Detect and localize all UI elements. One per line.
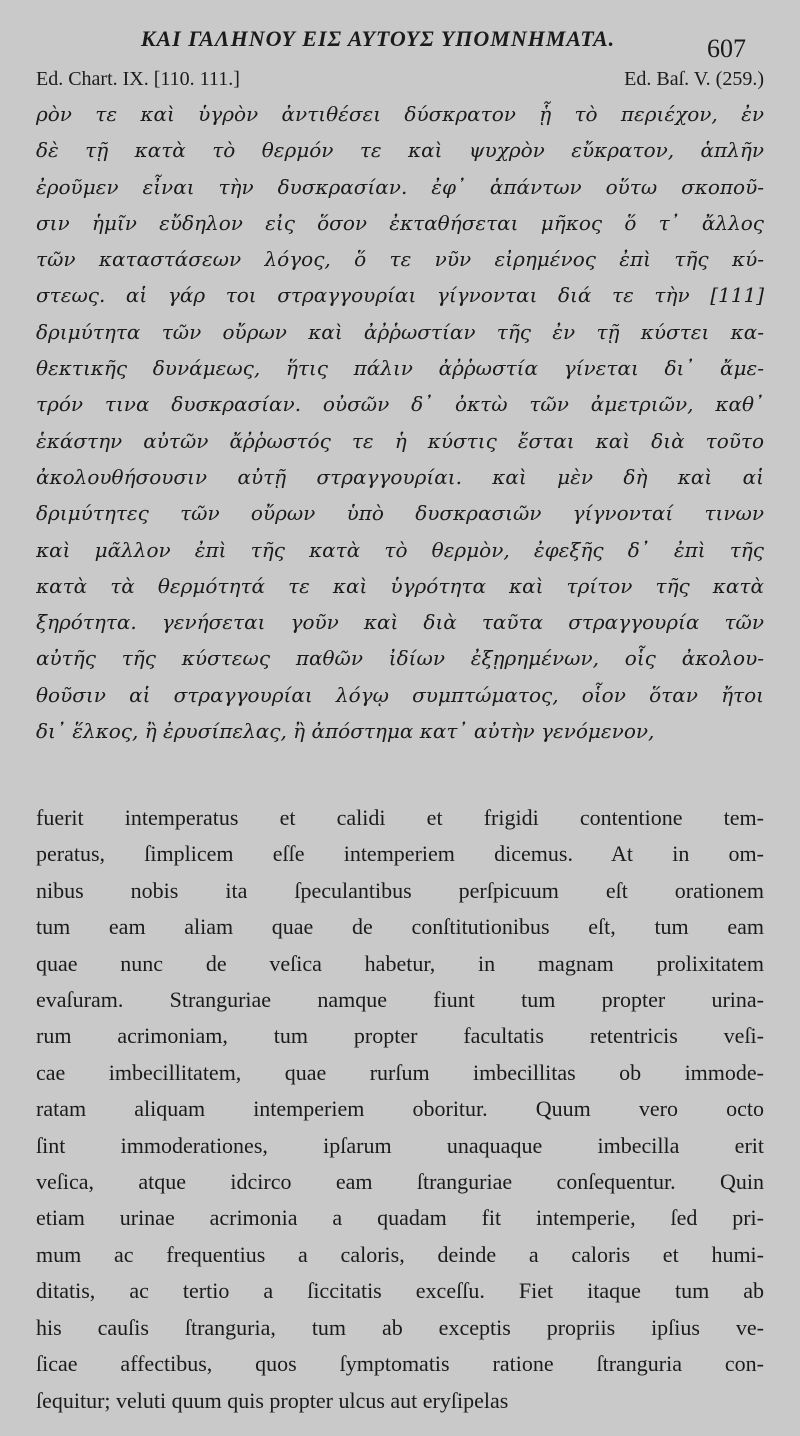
latin-text-line: tum eam aliam quae de conſtitutionibus eſt, tum eam <box>36 914 764 940</box>
latin-text-line: fuerit intemperatus et calidi et frigidi contentione tem- <box>36 805 764 830</box>
latin-text-line: mum ac frequentius a caloris, deinde a caloris et humi- <box>36 1241 764 1267</box>
greek-text-line: ρὸν τε καὶ ὑγρὸν ἀντιθέσει δύσκρατον ᾗ τὸ περιέχον, ἐν <box>36 102 764 126</box>
greek-text-line: στεως. αἱ γάρ τοι στραγγουρίαι γίγνονται διά τε τὴν [111] <box>36 283 764 308</box>
page-number: 607 <box>707 34 746 63</box>
latin-text-line: rum acrimoniam, tum propter facultatis retentricis veſi- <box>36 1023 764 1049</box>
greek-text-line: τῶν καταστάσεων λόγος, ὅ τε νῦν εἰρημένος ἐπὶ τῆς κύ- <box>36 247 764 272</box>
greek-text-line: δι᾽ ἕλκος, ἢ ἐρυσίπελας, ἢ ἀπόστημα κατ᾽ αὐτὴν γενόμενον, <box>36 719 655 744</box>
greek-text-line: ἀκολουθήσουσιν αὐτῇ στραγγουρίαι. καὶ μὲν δὴ καὶ αἱ <box>36 464 764 489</box>
greek-text-line: ἑκάστην αὐτῶν ἄῤῥωστός τε ἡ κύστις ἔσται καὶ διὰ τοῦτο <box>36 428 764 453</box>
latin-text-line: ditatis, ac tertio a ſiccitatis exceſſu. Fiet itaque tum ab <box>36 1278 764 1304</box>
greek-text-line: αὐτῆς τῆς κύστεως παθῶν ἰδίων ἐξῃρημένων, οἷς ἀκολου- <box>36 646 764 671</box>
greek-text-line: κατὰ τὰ θερμότητά τε καὶ ὑγρότητα καὶ τρίτον τῆς κατὰ <box>36 573 764 598</box>
greek-text-line: δριμύτητα τῶν οὔρων καὶ ἀῤῥωστίαν τῆς ἐν τῇ κύστει κα- <box>36 319 764 344</box>
greek-text-line: ξηρότητα. γενήσεται γοῦν καὶ διὰ ταῦτα στραγγουρία τῶν <box>36 610 764 635</box>
latin-text-line: ſicae affectibus, quos ſymptomatis ratione ſtranguria con- <box>36 1351 764 1377</box>
latin-text-line: cae imbecillitatem, quae rurſum imbecillitas ob immode- <box>36 1059 764 1085</box>
greek-text-line: θοῦσιν αἱ στραγγουρίαι λόγῳ συμπτώματος, οἷον ὅταν ἤτοι <box>36 682 764 707</box>
latin-text-block <box>36 800 764 1419</box>
greek-text-line: δὲ τῇ κατὰ τὸ θερμόν τε καὶ ψυχρὸν εὔκρατον, ἁπλῆν <box>36 138 764 163</box>
edition-reference-basel: Ed. Baſ. V. (259.) <box>624 68 764 90</box>
latin-text-line: quae nunc de veſica habetur, in magnam prolixitatem <box>36 950 764 976</box>
latin-text-line: nibus nobis ita ſpeculantibus perſpicuum eſt orationem <box>36 877 764 903</box>
greek-text-block <box>36 96 764 749</box>
latin-text-line: ſequitur; veluti quum quis propter ulcus aut eryſipelas <box>36 1387 509 1413</box>
running-head: ΚΑΙ ΓΑΛΗΝΟΥ ΕΙΣ ΑΥΤΟΥΣ ΥΠΟΜΝΗΜΑΤΑ. <box>140 26 616 51</box>
greek-text-line: τρόν τινα δυσκρασίαν. οὐσῶν δ᾽ ὀκτὼ τῶν ἀμετριῶν, καθ᾽ <box>36 392 764 417</box>
greek-text-line: ἐροῦμεν εἶναι τὴν δυσκρασίαν. ἐφ᾽ ἁπάντων οὕτω σκοποῦ- <box>36 174 764 199</box>
latin-text-line: ratam aliquam intemperiem oboritur. Quum vero octo <box>36 1096 764 1122</box>
latin-text-line: ſint immoderationes, ipſarum unaquaque imbecilla erit <box>36 1132 764 1158</box>
latin-text-line: veſica, atque idcirco eam ſtranguriae conſequentur. Quin <box>36 1169 764 1195</box>
latin-text-line: evaſuram. Stranguriae namque fiunt tum propter urina- <box>36 987 764 1013</box>
greek-text-line: καὶ μᾶλλον ἐπὶ τῆς κατὰ τὸ θερμὸν, ἐφεξῆς δ᾽ ἐπὶ τῆς <box>36 537 764 562</box>
greek-text-line: δριμύτητες τῶν οὔρων ὑπὸ δυσκρασιῶν γίγνονταί τινων <box>36 501 764 526</box>
latin-text-line: his cauſis ſtranguria, tum ab exceptis propriis ipſius ve- <box>36 1314 764 1340</box>
edition-reference-chartier: Ed. Chart. IX. [110. 111.] <box>36 68 240 90</box>
latin-text-line: etiam urinae acrimonia a quadam fit intemperie, ſed pri- <box>36 1205 764 1231</box>
edition-references <box>36 68 764 96</box>
greek-text-line: θεκτικῆς δυνάμεως, ἥτις πάλιν ἀῤῥωστία γίνεται δι᾽ ἄμε- <box>36 356 764 381</box>
greek-text-line: σιν ἡμῖν εὔδηλον εἰς ὅσον ἐκταθήσεται μῆκος ὅ τ᾽ ἄλλος <box>36 210 764 235</box>
latin-text-line: peratus, ſimplicem eſſe intemperiem dicemus. At in om- <box>36 841 764 867</box>
